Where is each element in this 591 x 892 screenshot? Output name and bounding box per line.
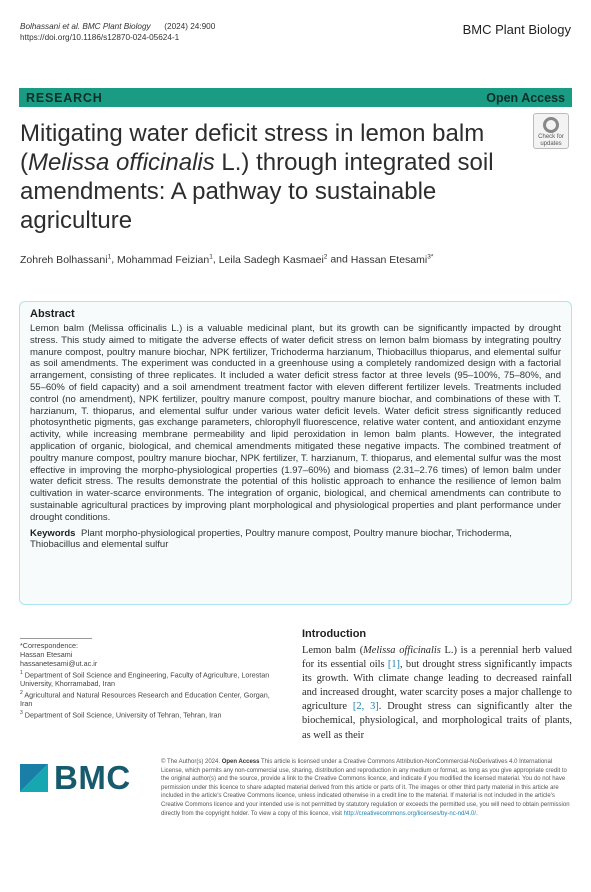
bmc-logo-text: BMC bbox=[54, 759, 131, 796]
introduction-text: Lemon balm (Melissa officinalis L.) is a perennial herb valued for its essential oils [1], but drought stress significantly impacts its growth. With climate change leading to decreased rainfall and increased drought, water scarcity poses a major challenge to agriculture [2, 3]. Drought stress can significantly alter the biochemical, physiological, and morphological traits of plants, as well as their bbox=[302, 645, 573, 741]
bmc-logo bbox=[20, 759, 131, 797]
correspondence-label: *Correspondence: bbox=[20, 641, 78, 650]
license-notice: © The Author(s) 2024. Open Access This article is licensed under a Creative Commons Attribution-NonCommercial-NoDerivatives 4.0 International License, which permits any non-commercial use, sharing, distribution and reproduction in any medium or format, as long as you give appropriate credit to the original author(s) and the source, provide a link to the Creative Commons licence, and indicate if you modified the licensed material. You do not have permission under this licence to share adapted material derived from this article or parts of it. The images or other third party material in this article are included in the article's Creative Commons licence, unless indicated otherwise in a credit line to the material. If material is not included in the article's Creative Commons licence and your intended use is not permitted by statutory regulation or exceeds the permitted use, you will need to obtain permission directly from the copyright holder. To view a copy of this licence, visit http://creativecommons.org/licenses/by-nc-nd/4.0/. bbox=[161, 759, 570, 817]
title-part2: L.) through integrated soil amendments: A pathway to sustainable agriculture bbox=[20, 149, 494, 234]
article-title bbox=[20, 119, 520, 235]
abstract-text: Lemon balm (Melissa officinalis L.) is a valuable medicinal plant, but its growth can be significantly impacted by drought stress. This study aimed to mitigate the adverse effects of water deficit stress on lemon balm biomass by integrating poultry manure compost, poultry manure biochar, NPK fertilizer, Trichoderma harzianum, Thiobacillus thioparus, and elemental sulfur as soil amendments. The experiment was conducted in a greenhouse using a completely randomized design with a factorial arrangement, consisting of three replicates. It included a water deficit stress factor at three levels (95–100%, 75–80%, and 55–60% of field capacity) and a soil amendment treatment factor with eleven different fertilizer levels. Treatments included control (no amendment), NPK fertilizer, poultry manure compost, poultry manure biochar, and combinations of these with T. harzianum, T. thioparus, and elemental sulfur under various water deficit levels. Water deficit stress significantly reduced photosynthetic pigments, gas exchange parameters, chlorophyll fluorescence, relative water content, and antioxidant enzyme activity, while increasing membrane permeability and lipid peroxidation in lemon balm plants. However, the integrated application of organic, biological, and chemical amendments mitigated these negative impacts. The combined treatment of poultry manure compost, poultry manure biochar, NPK fertilizer, T. harzianum, T. thioparus, and elemental sulfur was the most effective in improving the morpho-physiological properties (1.97–60%) and biomass (2.31–2.76 times) of lemon balm under water deficit stress. The results demonstrate the potential of this holistic approach to enhance the resilience of lemon balm cultivation in water-scarce environments. The integration of organic, biological, and chemical amendments can contribute to sustainable agricultural practices by improving plant morphological and physiological properties and plant performance under drought conditions. bbox=[30, 323, 561, 523]
doi-link[interactable]: https://doi.org/10.1186/s12870-024-05624-1 bbox=[20, 32, 180, 42]
license-link[interactable]: http://creativecommons.org/licenses/by-nc-nd/4.0/ bbox=[343, 810, 477, 817]
correspondence-email[interactable]: hassanetesami@ut.ac.ir bbox=[20, 658, 98, 668]
check-line2: updates bbox=[540, 141, 562, 147]
title-part1: Mitigating water deficit stress in lemon balm ( bbox=[20, 120, 485, 176]
title-species: Melissa officinalis bbox=[28, 149, 215, 176]
section-banner bbox=[19, 88, 572, 107]
correspondence-name: Hassan Etesami bbox=[20, 649, 73, 659]
check-for-updates-button[interactable] bbox=[533, 113, 569, 149]
author[interactable]: Mohammad Feizian$^1$ bbox=[117, 253, 213, 266]
affiliation: $^1$ Department of Soil Science and Engineering, Faculty of Agriculture, Lorestan University, Khorramabad, Iran bbox=[20, 669, 270, 689]
citation-line bbox=[20, 22, 215, 33]
keywords-text: Plant morpho-physiological properties, Poultry manure compost, Poultry manure biochar, Trichoderma, Thiobacillus and elemental sulfur bbox=[30, 527, 512, 551]
author[interactable]: Zohreh Bolhassani$^1$ bbox=[20, 253, 112, 266]
header-journal: BMC Plant Biology bbox=[82, 22, 151, 31]
bmc-logo-icon bbox=[20, 764, 48, 792]
affiliation: $^2$ Agricultural and Natural Resources Research and Education Center, Gorgan, Iran bbox=[20, 689, 270, 709]
open-access-bold: Open Access bbox=[221, 759, 260, 765]
citation-link[interactable]: [1] bbox=[387, 659, 400, 671]
update-icon bbox=[543, 117, 559, 133]
running-header bbox=[20, 22, 215, 43]
section-label: RESEARCH bbox=[26, 90, 103, 105]
author[interactable]: Hassan Etesami$^{3*}$ bbox=[350, 253, 434, 266]
journal-name: BMC Plant Biology bbox=[462, 22, 571, 37]
license-text: This article is licensed under a Creative Commons Attribution-NonCommercial-NoDerivatives 4.0 International License, which permits any non-commercial use, sharing, distribution and reproduction in any medium or format, as long as you give appropriate credit to the original author(s) and the source, provide a link to the Creative Commons licence, and indicate if you modified the licensed material. You do not have permission under this licence to share adapted material derived from this article or parts of it. The images or other third party material in this article are included in the article's Creative Commons licence, unless indicated otherwise in a credit line to the material. If material is not included in the article's Creative Commons licence and your intended use is not permitted by statutory regulation or exceeds the permitted use, you will need to obtain permission directly from the copyright holder. To view a copy of this licence, visit bbox=[161, 759, 570, 817]
open-access-label: Open Access bbox=[486, 90, 565, 105]
header-year: (2024) 24:900 bbox=[164, 22, 216, 31]
copyright: © The Author(s) 2024. bbox=[161, 759, 221, 765]
keywords-label: Keywords bbox=[30, 527, 76, 539]
introduction-section bbox=[302, 628, 572, 743]
abstract-box bbox=[19, 301, 572, 605]
keywords bbox=[30, 528, 561, 552]
author-list: Zohreh Bolhassani$^1$, Mohammad Feizian$^1$, Leila Sadegh Kasmaei$^2$ and Hassan Etesami$^{3*}$ bbox=[20, 253, 434, 266]
correspondence-block bbox=[20, 638, 275, 720]
divider bbox=[20, 638, 92, 639]
header-authors: Bolhassani et al. bbox=[20, 22, 81, 31]
author[interactable]: Leila Sadegh Kasmaei$^2$ bbox=[218, 253, 328, 266]
affiliation: $^3$ Department of Soil Science, University of Tehran, Tehran, Iran bbox=[20, 710, 222, 720]
check-line1: Check for bbox=[538, 134, 564, 140]
citation-link[interactable]: [2, 3] bbox=[352, 701, 379, 713]
introduction-heading: Introduction bbox=[302, 628, 367, 640]
abstract-heading: Abstract bbox=[30, 308, 75, 320]
